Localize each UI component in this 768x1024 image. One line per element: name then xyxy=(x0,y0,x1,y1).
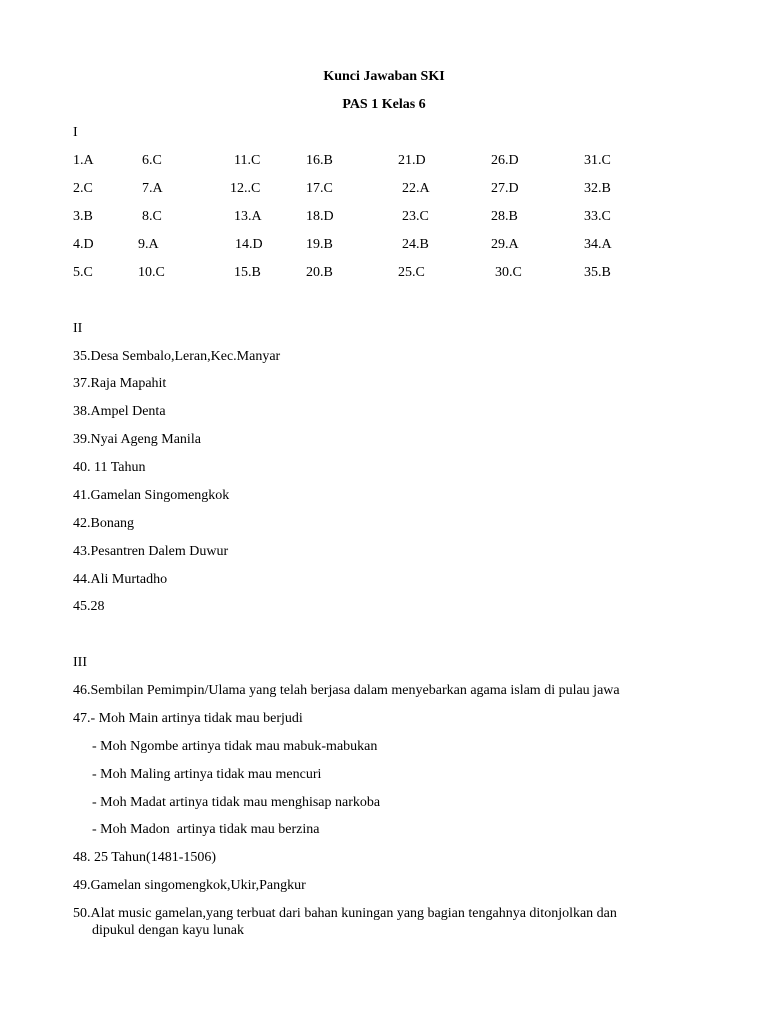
list-item: 39.Nyai Ageng Manila xyxy=(73,432,201,447)
answer-cell: 4.D xyxy=(73,237,94,252)
answer-cell: 1.A xyxy=(73,153,94,168)
answer-cell: 18.D xyxy=(306,209,334,224)
answer-cell: 3.B xyxy=(73,209,93,224)
answer-cell: 11.C xyxy=(234,153,261,168)
answer-cell: 23.C xyxy=(402,209,429,224)
answer-46: 46.Sembilan Pemimpin/Ulama yang telah berjasa dalam menyebarkan agama islam di pulau jawa xyxy=(73,683,620,698)
answer-cell: 31.C xyxy=(584,153,611,168)
answer-cell: 25.C xyxy=(398,265,425,280)
answer-47-sub: - Moh Maling artinya tidak mau mencuri xyxy=(92,767,322,782)
answer-cell: 24.B xyxy=(402,237,429,252)
list-item: 38.Ampel Denta xyxy=(73,404,166,419)
answer-cell: 20.B xyxy=(306,265,333,280)
answer-cell: 28.B xyxy=(491,209,518,224)
list-item: 40. 11 Tahun xyxy=(73,460,146,475)
list-item: 44.Ali Murtadho xyxy=(73,572,168,587)
answer-cell: 19.B xyxy=(306,237,333,252)
answer-47-sub: - Moh Madat artinya tidak mau menghisap narkoba xyxy=(92,795,381,810)
answer-cell: 12..C xyxy=(230,181,261,196)
answer-50-line-2: dipukul dengan kayu lunak xyxy=(92,923,245,938)
answer-cell: 22.A xyxy=(402,181,430,196)
section-3-label: III xyxy=(73,655,87,670)
answer-row-4 xyxy=(0,237,768,253)
list-item: 42.Bonang xyxy=(73,516,135,531)
section-1-label: I xyxy=(73,125,78,140)
answer-cell: 2.C xyxy=(73,181,93,196)
answer-cell: 7.A xyxy=(142,181,163,196)
answer-cell: 14.D xyxy=(235,237,263,252)
answer-row-3 xyxy=(0,209,768,225)
list-item: 43.Pesantren Dalem Duwur xyxy=(73,544,229,559)
answer-cell: 29.A xyxy=(491,237,519,252)
answer-row-2 xyxy=(0,181,768,197)
answer-cell: 34.A xyxy=(584,237,612,252)
answer-47: 47.- Moh Main artinya tidak mau berjudi xyxy=(73,711,303,726)
answer-cell: 16.B xyxy=(306,153,333,168)
list-item: 45.28 xyxy=(73,599,105,614)
list-item: 35.Desa Sembalo,Leran,Kec.Manyar xyxy=(73,349,281,364)
list-item: 41.Gamelan Singomengkok xyxy=(73,488,230,503)
answer-50-line-1: 50.Alat music gamelan,yang terbuat dari bahan kuningan yang bagian tengahnya ditonjolkan dan xyxy=(73,906,617,921)
answer-cell: 35.B xyxy=(584,265,611,280)
answer-cell: 9.A xyxy=(138,237,159,252)
answer-48: 48. 25 Tahun(1481-1506) xyxy=(73,850,217,865)
answer-cell: 15.B xyxy=(234,265,261,280)
answer-47-sub: - Moh Madon artinya tidak mau berzina xyxy=(92,822,320,837)
answer-49: 49.Gamelan singomengkok,Ukir,Pangkur xyxy=(73,878,306,893)
answer-cell: 26.D xyxy=(491,153,519,168)
answer-cell: 5.C xyxy=(73,265,93,280)
answer-cell: 10.C xyxy=(138,265,165,280)
answer-cell: 27.D xyxy=(491,181,519,196)
answer-row-1 xyxy=(0,153,768,169)
answer-row-5 xyxy=(0,265,768,281)
answer-cell: 17.C xyxy=(306,181,333,196)
answer-cell: 32.B xyxy=(584,181,611,196)
section-2-label: II xyxy=(73,321,83,336)
answer-cell: 8.C xyxy=(142,209,162,224)
list-item: 37.Raja Mapahit xyxy=(73,376,167,391)
document-title: Kunci Jawaban SKI xyxy=(323,69,445,84)
answer-cell: 6.C xyxy=(142,153,162,168)
answer-cell: 33.C xyxy=(584,209,611,224)
answer-47-sub: - Moh Ngombe artinya tidak mau mabuk-mabukan xyxy=(92,739,378,754)
answer-cell: 30.C xyxy=(495,265,522,280)
answer-cell: 21.D xyxy=(398,153,426,168)
answer-cell: 13.A xyxy=(234,209,262,224)
document-subtitle: PAS 1 Kelas 6 xyxy=(342,97,426,112)
